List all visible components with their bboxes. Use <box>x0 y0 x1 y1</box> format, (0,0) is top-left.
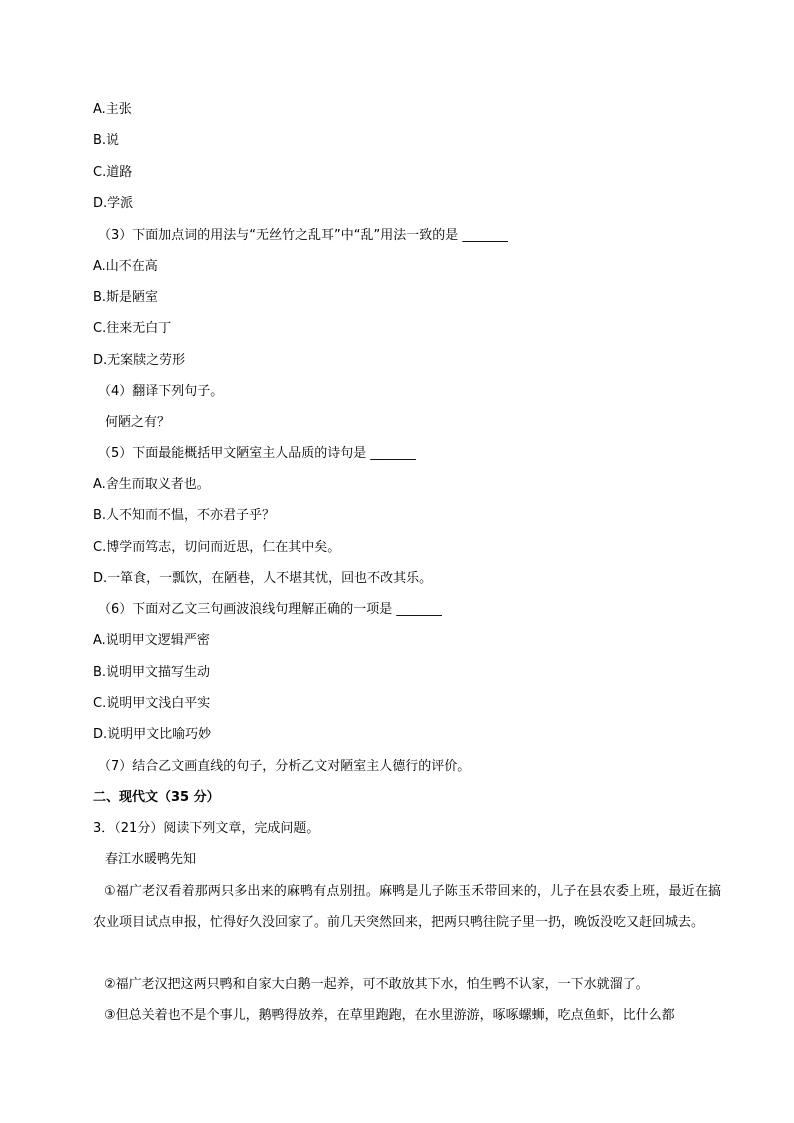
article-paragraph-1: ①福广老汉看着那两只多出来的麻鸭有点别扭。麻鸭是儿子陈玉禾带回来的，儿子在县农委上班，最近在搞农业项目试点申报，忙得好久没回家了。前几天突然回来，把两只鸭往院子里一扔，晚饭没吃又赶回城去。 <box>93 884 721 930</box>
option-a: A.舍生而取义者也。 <box>93 477 210 492</box>
option-c: C.道路 <box>93 165 133 180</box>
question-3-stem: （3）下面加点词的用法与“无丝竹之乱耳”中“乱”用法一致的是 _______ <box>98 228 508 243</box>
option-a: A.主张 <box>93 102 132 117</box>
option-b: B.说 <box>93 133 120 148</box>
translation-sentence: 何陋之有？ <box>105 415 171 430</box>
question-6-stem: （6）下面对乙文三句画波浪线句理解正确的一项是 _______ <box>98 602 442 617</box>
option-d: D.一箪食，一瓢饮，在陋巷，人不堪其忧，回也不改其乐。 <box>93 571 433 586</box>
option-d: D.说明甲文比喻巧妙 <box>93 727 212 742</box>
option-c: C.说明甲文浅白平实 <box>93 696 211 711</box>
question-5-stem: （5）下面最能概括甲文陋室主人品质的诗句是 _______ <box>98 446 416 461</box>
option-d: D.无案牍之劳形 <box>93 353 186 368</box>
question-4-stem: （4）翻译下列句子。 <box>98 384 224 399</box>
article-paragraph-3: ③但总关着也不是个事儿，鹅鸭得放养，在草里跑跑，在水里游游，啄啄螺蛳，吃点鱼虾，比什么都 <box>104 1008 675 1023</box>
option-c: C.往来无白丁 <box>93 321 172 336</box>
option-b: B.说明甲文描写生动 <box>93 665 211 680</box>
option-c: C.博学而笃志，切问而近思，仁在其中矣。 <box>93 540 341 555</box>
option-d: D.学派 <box>93 196 134 211</box>
option-b: B.斯是陋室 <box>93 290 159 305</box>
option-b: B.人不知而不愠，不亦君子乎？ <box>93 508 276 523</box>
option-a: A.说明甲文逻辑严密 <box>93 633 210 648</box>
article-title: 春江水暖鸭先知 <box>105 852 197 867</box>
question-3-intro: 3．（21分）阅读下列文章，完成问题。 <box>93 821 320 836</box>
section-title: 二、现代文（35 分） <box>93 790 220 805</box>
article-paragraph-2: ②福广老汉把这两只鸭和自家大白鹅一起养，可不敢放其下水，怕生鸭不认家，一下水就溜了。 <box>104 977 649 992</box>
question-7-stem: （7）结合乙文画直线的句子，分析乙文对陋室主人德行的评价。 <box>98 759 471 774</box>
option-a: A.山不在高 <box>93 259 158 274</box>
